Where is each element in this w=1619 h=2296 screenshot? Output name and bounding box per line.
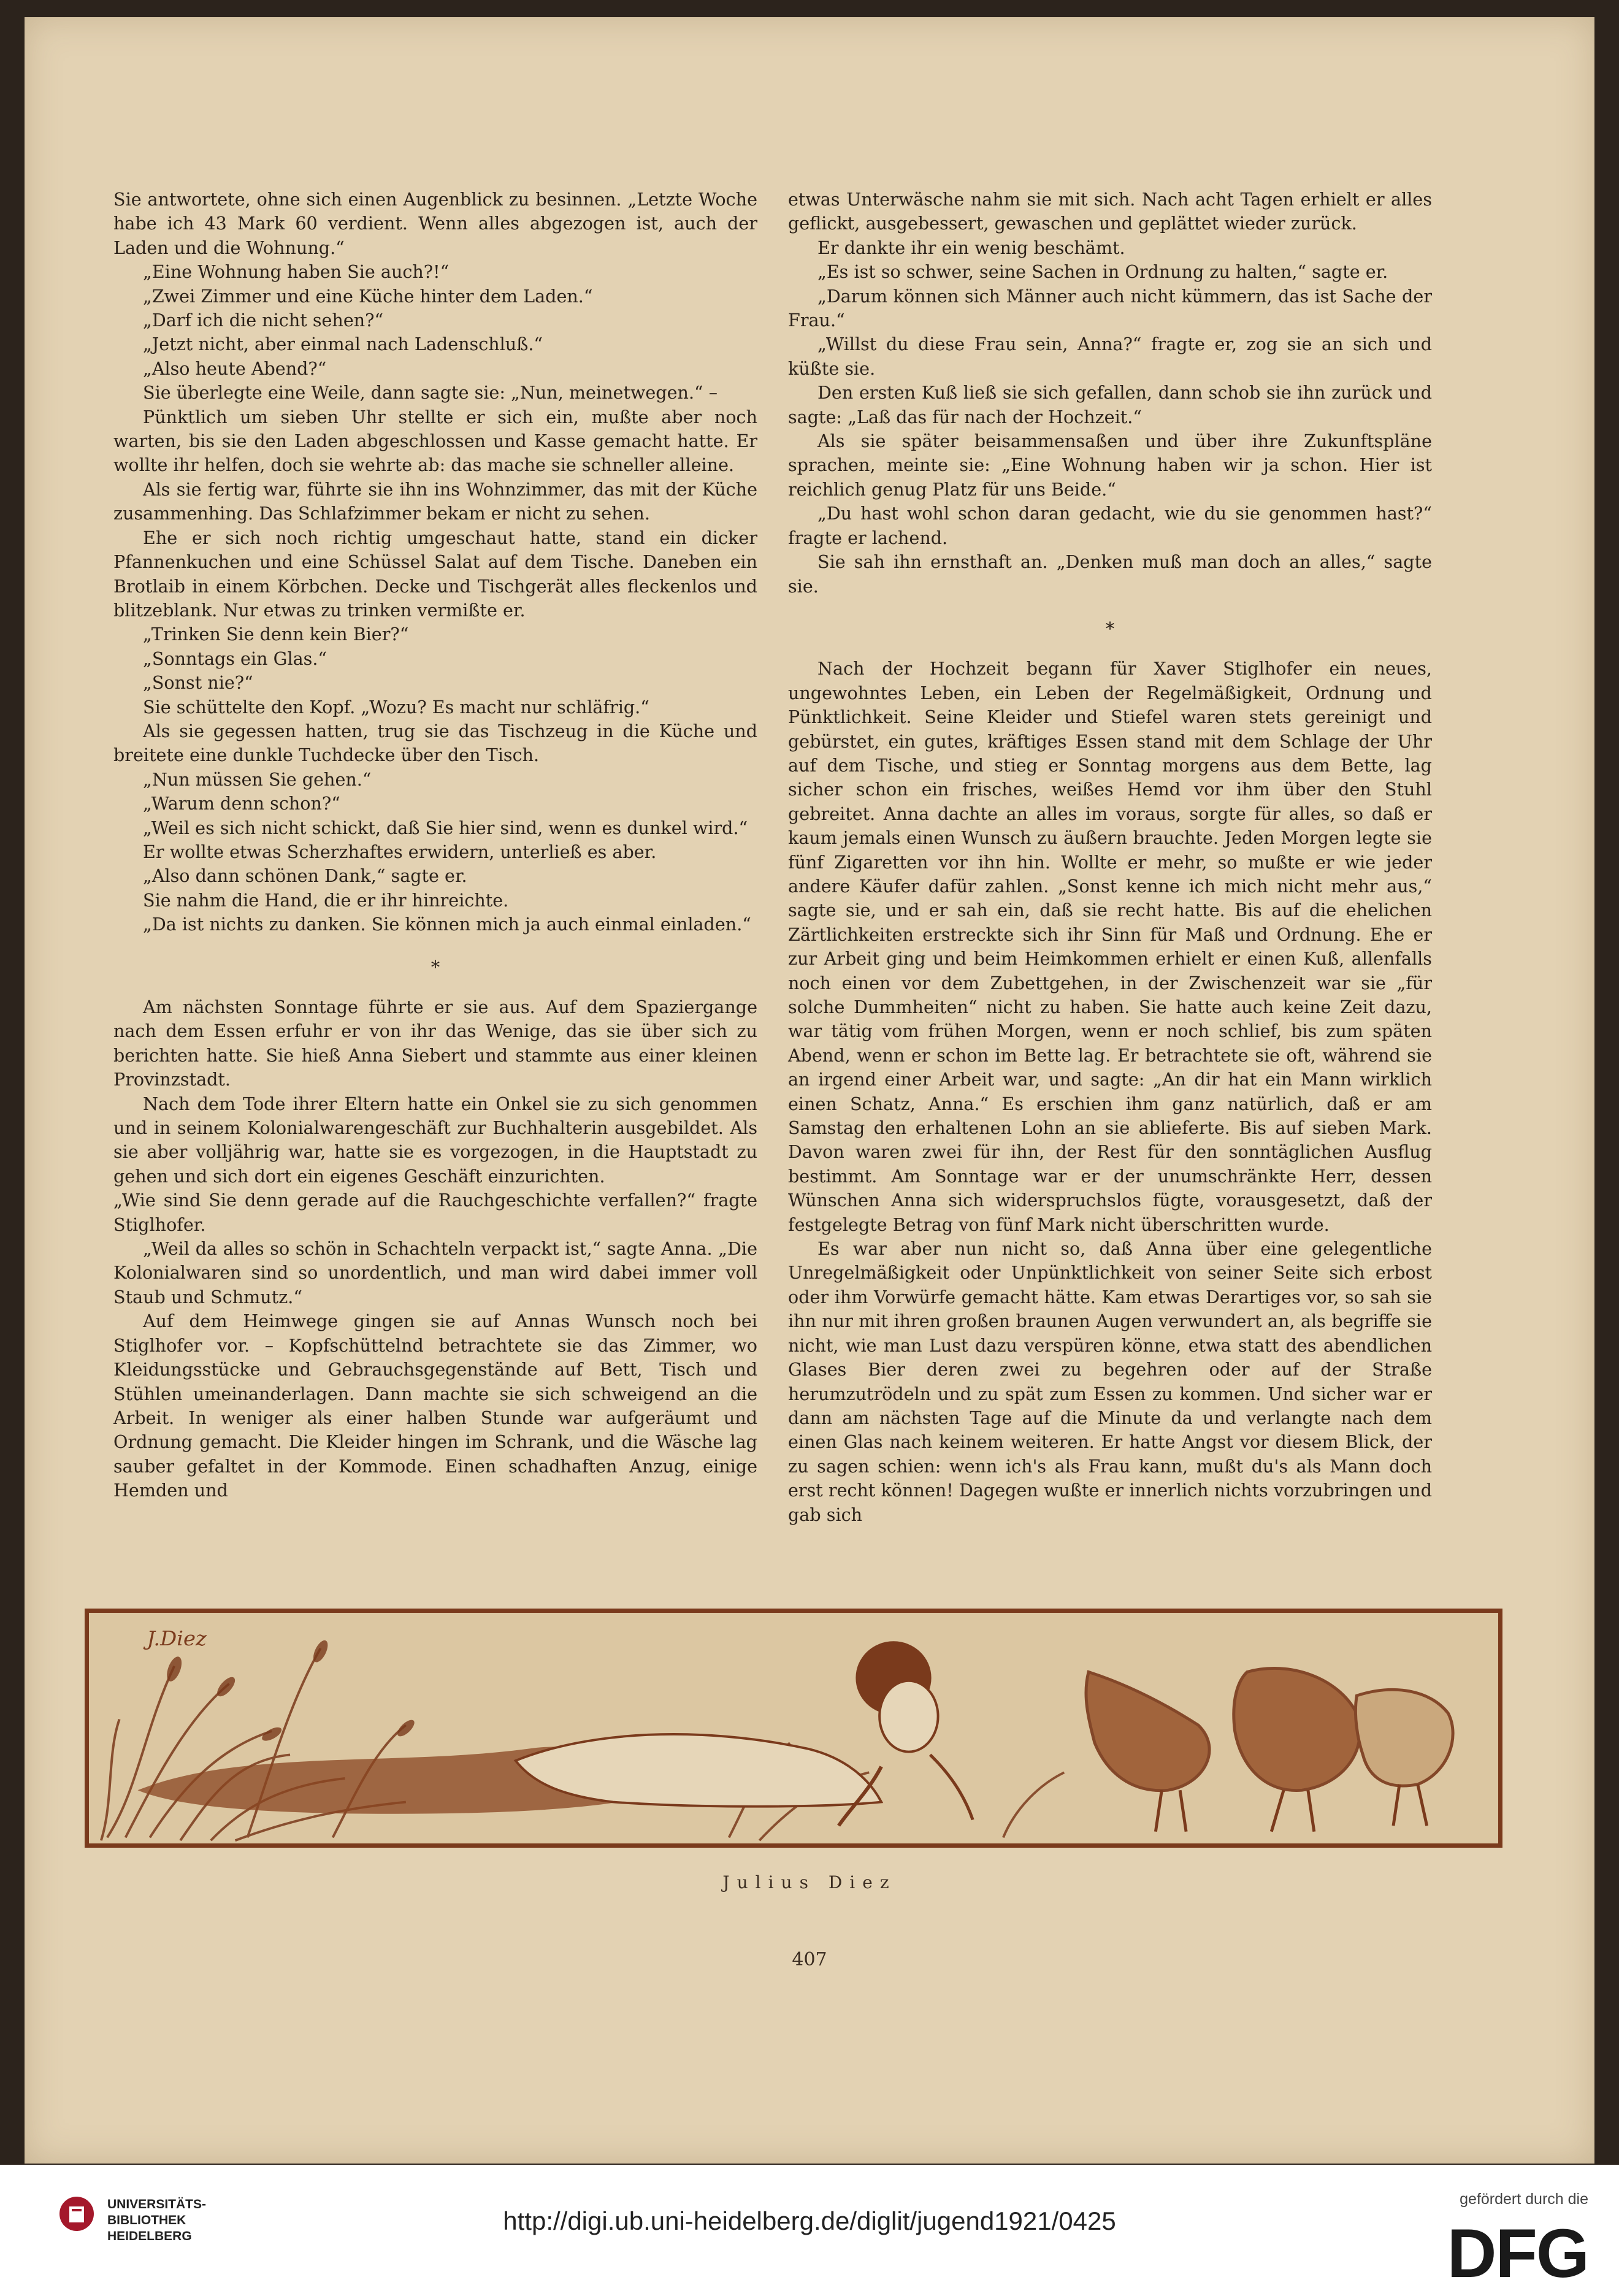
- paragraph: Den ersten Kuß ließ sie sich gefallen, dann schob sie ihn zurück und sagte: „Laß das für nach der Hochzeit.“: [788, 382, 1432, 427]
- paragraph: Auf dem Heimwege gingen sie auf Annas Wunsch noch bei Stiglhofer vor. – Kopfschüttelnd betrachtete sie das Zimmer, wo Kleidungsstücke und Gebrauchsgegenstände auf Bett, Tisch und Stühlen umeinanderlagen. Dann machte sie sich schweigend an die Arbeit. In weniger als einer halben Stunde war aufgeräumt und Ordnung gemacht. Die Kleider hingen im Schrank, und die Wäsche lag sauber gefaltet in der Kommode. Einen schadhaften Anzug, einige Hemden und: [113, 1311, 757, 1501]
- paragraph: Er wollte etwas Scherzhaftes erwidern, unterließ es aber.: [143, 841, 657, 862]
- paragraph: „Weil da alles so schön in Schachteln verpackt ist,“ sagte Anna. „Die Kolonialwaren sind so unordentlich, und man wird dabei immer voll Staub und Schmutz.“: [113, 1238, 757, 1307]
- paragraph: etwas Unterwäsche nahm sie mit sich. Nach acht Tagen erhielt er alles geflickt, ausgebessert, gewaschen und geplättet wieder zurück.: [788, 189, 1432, 234]
- paragraph: Am nächsten Sonntage führte er sie aus. Auf dem Spaziergange nach dem Essen erfuhr er von ihr das Wenige, das sie über sich zu berichten hatte. Sie hieß Anna Siebert und stammte aus einer kleinen Provinzstadt.: [113, 997, 757, 1090]
- paragraph: Ehe er sich noch richtig umgeschaut hatte, stand ein dicker Pfannenkuchen und eine Schüssel Salat auf dem Tische. Daneben ein Brotlaib in einem Körbchen. Decke und Tischgerät alles fleckenlos und blitzeblank. Nur etwas zu trinken vermißte er.: [113, 527, 757, 621]
- paragraph: Er dankte ihr ein wenig beschämt.: [817, 237, 1125, 258]
- paragraph: Sie sah ihn ernsthaft an. „Denken muß man doch an alles,“ sagte sie.: [788, 551, 1432, 597]
- illustration-drawing: [89, 1613, 1498, 1843]
- paragraph: „Es ist so schwer, seine Sachen in Ordnung zu halten,“ sagte er.: [817, 261, 1388, 283]
- paragraph: „Eine Wohnung haben Sie auch?!“: [143, 261, 450, 283]
- paragraph: Es war aber nun nicht so, daß Anna über eine gelegentliche Unregelmäßigkeit oder Unpünktlichkeit von seiner Seite sich erbost oder ihm Vorwürfe gemacht hätte. Kam etwas Derartiges vor, so sah sie ihn nur mit ihren großen braunen Augen verwundert an, als begriffe sie nicht, wie man Lust dazu verspüren könne, etwa statt des abendlichen Glases Bier deren zwei zu begehren oder auf der Straße herumzutrödeln und zu spät zum Essen zu kommen. Und sicher war er dann am nächsten Tage auf die Minute da und verlangte nach dem einen Glas nach keinem weiteren. Er hatte Angst vor diesem Blick, der zu sagen schien: wenn ich's als Frau kann, mußt du's als Mann doch erst recht können! Dagegen wußte er innerlich nichts vorzubringen und gab sich: [788, 1238, 1432, 1525]
- permalink-url[interactable]: http://digi.ub.uni-heidelberg.de/diglit/jugend1921/0425: [503, 2206, 1116, 2235]
- paragraph: „Weil es sich nicht schickt, daß Sie hier sind, wenn es dunkel wird.“: [143, 817, 748, 838]
- paragraph: Sie überlegte eine Weile, dann sagte sie: „Nun, meinetwegen.“ –: [143, 382, 718, 404]
- section-separator: *: [431, 956, 440, 978]
- scanned-page: [25, 17, 1594, 2164]
- page-number: 407: [792, 1949, 827, 1970]
- paragraph: Nach dem Tode ihrer Eltern hatte ein Onkel sie zu sich genommen und in seinem Kolonialwarengeschäft zur Buchhalterin ausgebildet. Als sie aber volljährig war, hatte sie es vorgezogen, in die Hauptstadt zu gehen und sich dort ein eigenes Geschäft einzurichten.: [113, 1093, 757, 1187]
- paragraph: Sie antwortete, ohne sich einen Augenblick zu besinnen. „Letzte Woche habe ich 43 Mark 60 verdient. Wenn alles abgezogen ist, auch der Laden und die Wohnung.“: [113, 189, 757, 258]
- library-name-line: UNIVERSITÄTS-: [107, 2197, 207, 2211]
- paragraph: „Jetzt nicht, aber einmal nach Ladenschluß.“: [143, 334, 543, 355]
- paragraph: Als sie gegessen hatten, trug sie das Tischzeug in die Küche und breitete eine dunkle Tuchdecke über den Tisch.: [113, 720, 757, 766]
- paragraph: „Trinken Sie denn kein Bier?“: [143, 624, 409, 645]
- paragraph: Als sie später beisammensaßen und über ihre Zukunftspläne sprachen, meinte sie: „Eine Wohnung haben wir ja schon. Hier ist reichlich genug Platz für uns Beide.“: [788, 431, 1432, 500]
- library-logo-icon: [58, 2195, 95, 2232]
- paragraph: „Wie sind Sie denn gerade auf die Rauchgeschichte verfallen?“ fragte Stiglhofer.: [113, 1190, 757, 1235]
- paragraph: „Du hast wohl schon daran gedacht, wie du sie genommen hast?“ fragte er lachend.: [788, 503, 1432, 548]
- paragraph: „Willst du diese Frau sein, Anna?“ fragte er, zog sie an sich und küßte sie.: [788, 334, 1432, 379]
- library-name: [107, 2197, 206, 2244]
- paragraph: Sie nahm die Hand, die er ihr hinreichte.: [143, 889, 509, 911]
- left-column: [113, 188, 757, 1503]
- dfg-logo: DFG: [1447, 2215, 1588, 2292]
- paragraph: „Da ist nichts zu danken. Sie können mich ja auch einmal einladen.“: [143, 914, 751, 935]
- paragraph: Als sie fertig war, führte sie ihn ins Wohnzimmer, das mit der Küche zusammenhing. Das Schlafzimmer bekam er nicht zu sehen.: [113, 478, 757, 524]
- paragraph: „Also dann schönen Dank,“ sagte er.: [143, 865, 467, 887]
- right-column: [788, 188, 1432, 1527]
- paragraph: „Warum denn schon?“: [143, 793, 340, 814]
- paragraph: Sie schüttelte den Kopf. „Wozu? Es macht nur schläfrig.“: [143, 696, 649, 718]
- paragraph: Nach der Hochzeit begann für Xaver Stiglhofer ein neues, ungewohntes Leben, ein Leben der Regelmäßigkeit, Ordnung und Pünktlichkeit. Seine Kleider und Stiefel waren stets gereinigt und gebürstet, ein gutes, kräftiges Essen stand mit dem Schlage der Uhr auf dem Tische, und stieg er Sonntag morgens aus dem Bette, lag sicher schon ein frisches, weißes Hemd vor ihm über den Stuhl gebreitet. Anna dachte an alles im voraus, sorgte für alles, so daß er kaum jemals einen Wunsch zu äußern brauchte. Jeden Morgen legte sie fünf Zigaretten vor ihn hin. Wollte er mehr, so mußte er wie jeder andere Käufer dafür zahlen. „Sonst kenne ich mich nicht mehr aus,“ sagte sie, und er sah ein, daß sie recht hatte. Bis auf die ehelichen Zärtlichkeiten erstreckte sich ihr Sinn für Maß und Ordnung. Ehe er zur Arbeit ging und beim Heimkommen erhielt er einen Kuß, allenfalls noch einen vor dem Zubettgehen, in der Zwischenzeit war sie „für solche Dummheiten“ nicht zu haben. Sie hatte auch keine Zeit dazu, war tätig vom frühen Morgen, wenn er noch schlief, bis zum späten Abend, wenn er schon im Bette lag. Er betrachtete sie oft, während sie an irgend einer Arbeit war, und sagte: „An dir hat ein Mann wirklich einen Schatz, Anna.“ Es erschien ihm ganz natürlich, daß er am Samstag den erhaltenen Lohn an sie ablieferte. Bis auf sieben Mark. Davon waren zwei für ihn, der Rest für den sonntäglichen Ausflug bestimmt. Am Sonntage war er der unumschränkte Herr, dessen Wünschen Anna sich widerspruchslos fügte, vorausgesetzt, daß der festgelegte Betrag von fünf Mark nicht überschritten wurde.: [788, 658, 1432, 1235]
- paragraph: „Sonst nie?“: [143, 672, 253, 694]
- artist-caption: Julius Diez: [722, 1872, 897, 1892]
- paragraph: „Zwei Zimmer und eine Küche hinter dem Laden.“: [143, 285, 593, 307]
- paragraph: Pünktlich um sieben Uhr stellte er sich ein, mußte aber noch warten, bis sie den Laden abgeschlossen und Kasse gemacht hatte. Er wollte ihr helfen, doch sie wehrte ab: das mache sie schneller alleine.: [113, 406, 757, 476]
- sponsor-text: gefördert durch die: [1460, 2191, 1588, 2208]
- section-separator: *: [1105, 618, 1115, 639]
- illustration: [85, 1609, 1502, 1848]
- paragraph: „Darum können sich Männer auch nicht kümmern, das ist Sache der Frau.“: [788, 285, 1432, 331]
- library-name-line: HEIDELBERG: [107, 2229, 192, 2243]
- paragraph: „Also heute Abend?“: [143, 358, 327, 379]
- paragraph: „Sonntags ein Glas.“: [143, 648, 327, 669]
- library-name-line: BIBLIOTHEK: [107, 2213, 186, 2227]
- paragraph: „Nun müssen Sie gehen.“: [143, 768, 372, 790]
- viewer-footer: [0, 2165, 1619, 2296]
- illustration-signature: J.Diez: [147, 1626, 207, 1650]
- paragraph: „Darf ich die nicht sehen?“: [143, 310, 384, 331]
